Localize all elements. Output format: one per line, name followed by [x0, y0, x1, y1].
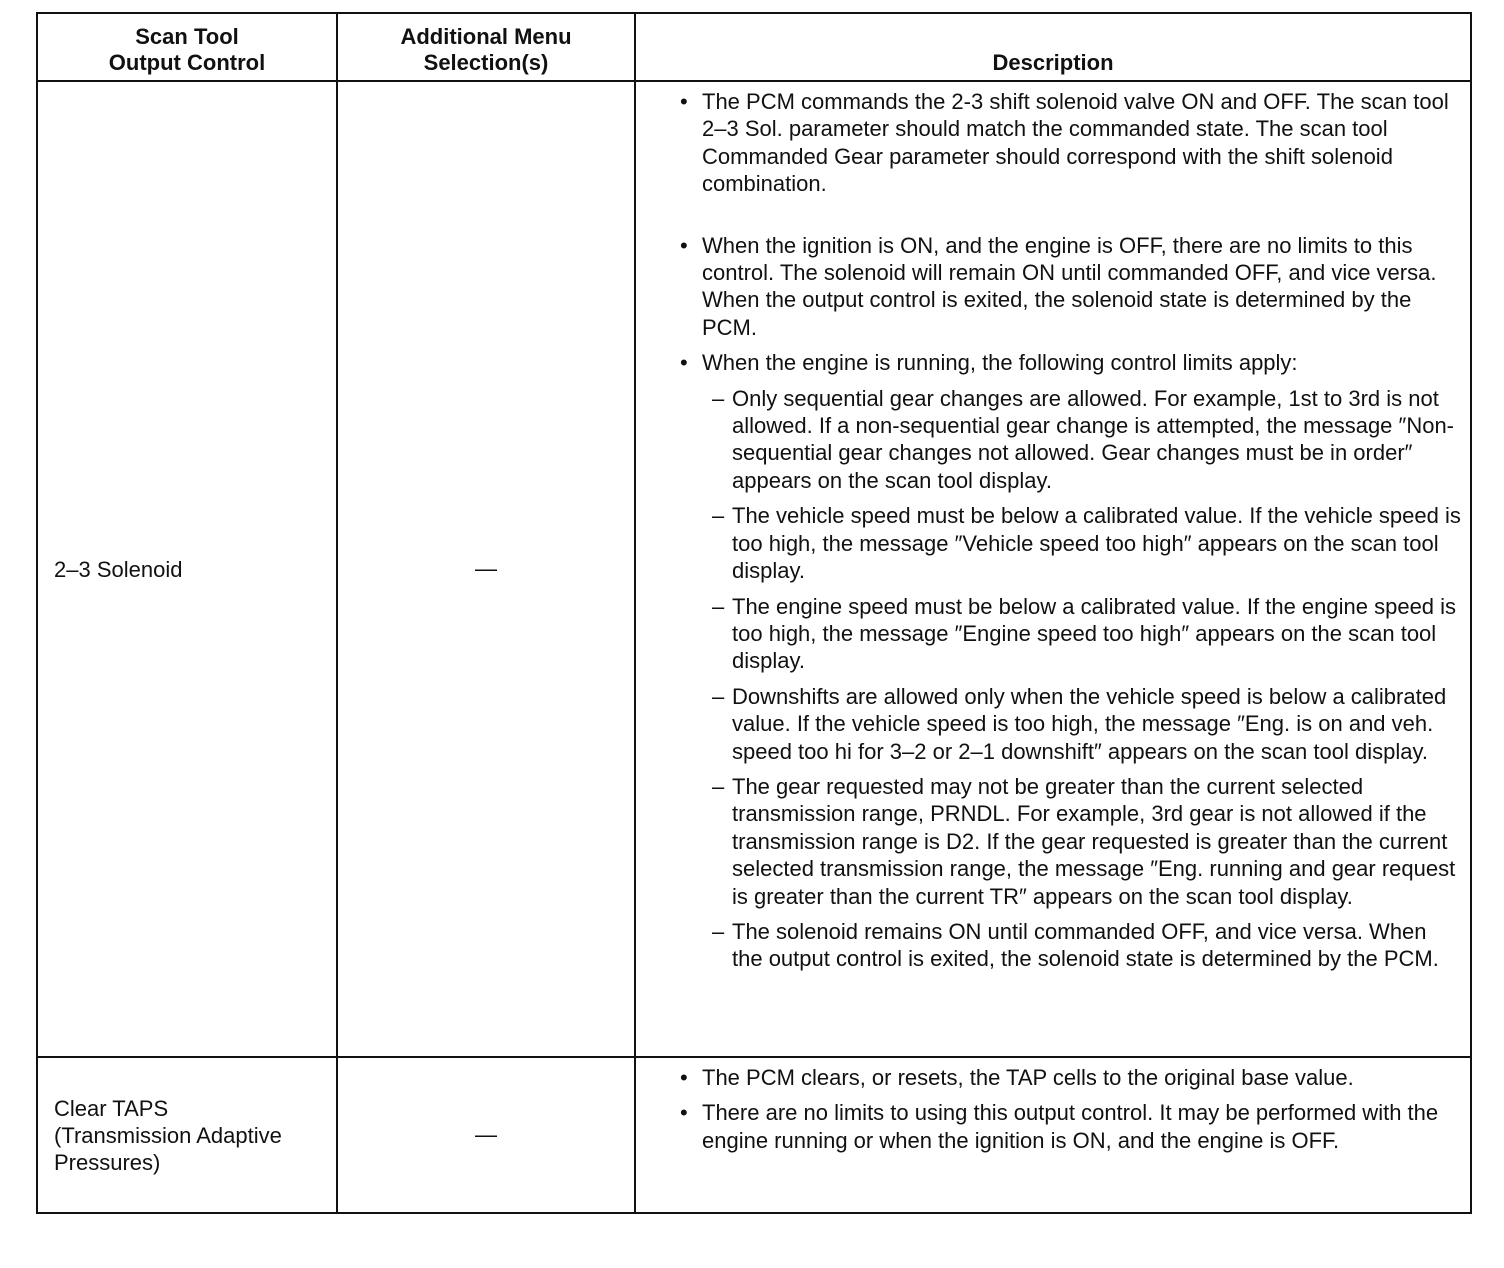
description-bullet: • When the ignition is ON, and the engine is OFF, there are no limits to this control. The solenoid will remain ON until commanded OFF, and vice versa. When the output control is exited, the solenoid state is determined by the PCM. — [680, 232, 1462, 342]
description-bullet: • The PCM commands the 2-3 shift solenoid valve ON and OFF. The scan tool 2–3 Sol. parameter should match the commanded state. The scan tool Commanded Gear parameter should correspond with the shift solenoid combination. — [680, 88, 1462, 198]
header-scan-tool-output-control — [37, 13, 337, 81]
description-subitem: – The vehicle speed must be below a calibrated value. If the vehicle speed is too high, the message ″Vehicle speed too high″ appears on the scan tool display. — [680, 502, 1462, 584]
header-row — [37, 13, 1471, 81]
menu-selection — [337, 1057, 635, 1213]
output-control-name-text: (Transmission Adaptive — [54, 1122, 282, 1148]
header-additional-menu-selections — [337, 13, 635, 81]
description-subitem: – Only sequential gear changes are allowed. For example, 1st to 3rd is not allowed. If a non-sequential gear change is attempted, the message ″Non-sequential gear changes not allowed. Gear changes must be in order″ appears on the scan tool display. — [680, 385, 1462, 495]
header-description — [635, 13, 1471, 81]
description-subitem: – The solenoid remains ON until commanded OFF, and vice versa. When the output control is exited, the solenoid state is determined by the PCM. — [680, 918, 1462, 973]
header-text: Additional Menu — [400, 24, 572, 49]
description-cell — [635, 81, 1471, 1057]
table-row — [37, 1057, 1471, 1213]
description-bullet: • The PCM clears, or resets, the TAP cells to the original base value. — [680, 1064, 1462, 1091]
description-cell — [635, 1057, 1471, 1213]
output-control-table — [36, 12, 1472, 1214]
output-control-name-text: 2–3 Solenoid — [54, 556, 183, 582]
description-subitem: – The engine speed must be below a calibrated value. If the engine speed is too high, the message ″Engine speed too high″ appears on the scan tool display. — [680, 593, 1462, 675]
header-text: Scan Tool — [135, 24, 239, 49]
description-bullet: • There are no limits to using this output control. It may be performed with the engine running or when the ignition is ON, and the engine is OFF. — [680, 1099, 1462, 1154]
menu-selection-text: — — [475, 556, 497, 581]
header-text: Output Control — [108, 50, 266, 75]
header-text: Selection(s) — [423, 50, 549, 75]
output-control-name-text: Pressures) — [54, 1149, 161, 1175]
output-control-name — [37, 1057, 337, 1213]
menu-selection-text: — — [475, 1122, 497, 1147]
menu-selection — [337, 81, 635, 1057]
description-subitem: – Downshifts are allowed only when the vehicle speed is below a calibrated value. If the vehicle speed is too high, the message ″Eng. is on and veh. speed too hi for 3–2 or 2–1 downshift″ appears on the scan tool display. — [680, 683, 1462, 765]
output-control-name-text: Clear TAPS — [54, 1095, 169, 1121]
output-control-name — [37, 81, 337, 1057]
table-row — [37, 81, 1471, 1057]
header-text: Description — [992, 50, 1114, 75]
description-subitem: – The gear requested may not be greater than the current selected transmission range, PRNDL. For example, 3rd gear is not allowed if the transmission range is D2. If the gear requested is greater than the current selected transmission range, the message ″Eng. running and gear request is greater than the current TR″ appears on the scan tool display. — [680, 773, 1462, 910]
description-bullet: • When the engine is running, the following control limits apply: — [680, 349, 1462, 376]
